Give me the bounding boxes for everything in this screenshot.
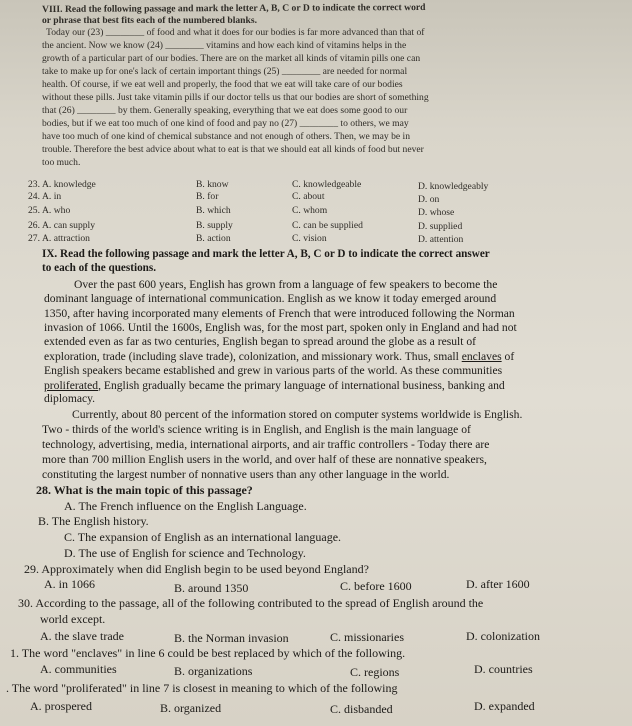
option-23-a[interactable]: A. knowledge [42,179,96,190]
passage-line: proliferated, English gradually became the primary language of international business, banking and [44,379,505,392]
option-30-b[interactable]: B. the Norman invasion [174,631,289,645]
option-28-c[interactable]: C. The expansion of English as an international language. [64,530,342,544]
question-number: 25. [28,205,40,216]
passage-line: invasion of 1066. Until the 1600s, English was, for the most part, spoken only in England and had not [44,321,517,334]
option-26-c[interactable]: C. can be supplied [292,220,363,231]
question-29: 29. Approximately when did English begin to be used beyond England? [24,562,369,576]
option-23-c[interactable]: C. knowledgeable [292,179,362,190]
option-23-d[interactable]: D. knowledgeably [418,181,489,192]
passage-line: have too much of one kind of chemical substance and not enough of others. Then, we may be in [42,131,411,142]
passage-line: trouble. Therefore the best advice about what to eat is that we should eat all kinds of food but never [42,144,424,155]
question-number: 27. [28,233,40,244]
question-31: 1. The word "enclaves" in line 6 could be best replaced by which of the following. [10,646,406,660]
option-27-d[interactable]: D. attention [418,234,464,245]
passage-line: more than 700 million English users in the world, and over half of these are nonnative speakers, [42,453,487,466]
passage-line: exploration, trade (including slave trade), colonization, and missionary work. Thus, small enclaves of [44,350,515,363]
option-29-d[interactable]: D. after 1600 [466,577,530,591]
question-28: 28. What is the main topic of this passage? [36,483,253,497]
passage-line: constituting the largest number of nonnative users than any other language in the world. [42,468,450,481]
passage-line: Two - thirds of the world's science writing is in English, and English is the main language of [42,423,471,436]
question-32: . The word "proliferated" in line 7 is closest in meaning to which of the following [6,681,398,695]
passage-line: without these pills. Just take vitamin pills if our doctor tells us that our bodies are short of something [42,92,429,103]
question-30: 30. According to the passage, all of the following contributed to the spread of English around the [18,596,484,610]
passage-line: Today our (23) ________ of food and what it does for our bodies is far more advanced than that of [46,27,425,38]
option-31-c[interactable]: C. regions [350,665,400,679]
passage-line: extended even as far as two centuries, English began to spread around the globe as a result of [44,335,477,348]
passage-line: Over the past 600 years, English has grown from a language of few speakers to become the [74,278,498,291]
question-30-cont: world except. [40,612,106,626]
passage-line: technology, advertising, media, international airports, and air traffic controllers - Today there are [42,438,490,451]
option-24-c[interactable]: C. about [292,191,325,202]
option-30-a[interactable]: A. the slave trade [40,629,124,643]
passage-line: health. Of course, if we eat well and properly, the food that we eat will take care of our bodies [42,79,403,90]
option-24-b[interactable]: B. for [196,191,219,202]
option-28-d[interactable]: D. The use of English for science and Technology. [64,546,306,560]
question-number: 24. [28,191,40,202]
section-9-heading: IX. Read the following passage and mark the letter A, B, C or D to indicate the correct answer [42,248,490,260]
passage-line: the ancient. Now we know (24) ________ vitamins and how each kind of vitamins helps in the [42,40,407,51]
question-number: 23. [28,179,40,190]
option-32-a[interactable]: A. prospered [30,699,92,713]
option-31-a[interactable]: A. communities [40,662,117,676]
option-27-a[interactable]: A. attraction [42,233,90,244]
passage-line: diplomacy. [44,392,96,405]
option-32-c[interactable]: C. disbanded [330,702,393,716]
option-32-b[interactable]: B. organized [160,701,222,715]
passage-line: 1350, after having incorporated many elements of French that were introduced following the Norman [44,307,515,320]
enclaves-word: enclaves [461,350,502,363]
option-29-c[interactable]: C. before 1600 [340,579,412,593]
option-28-b[interactable]: B. The English history. [38,514,149,528]
option-29-b[interactable]: B. around 1350 [174,581,249,595]
option-26-d[interactable]: D. supplied [418,221,463,232]
option-25-c[interactable]: C. whom [292,205,328,216]
option-25-b[interactable]: B. which [196,205,231,216]
section-8-heading: VIII. Read the following passage and mark the letter A, B, C or D to indicate the correct word [41,1,426,16]
passage-line: dominant language of international communication. English as we know it today emerged around [44,292,497,305]
option-26-b[interactable]: B. supply [196,220,233,231]
section-8-heading-cont: or phrase that best fits each of the numbered blanks. [42,15,257,26]
passage-line: take to make up for one's lack of certain important things (25) ________ are needed for normal [42,66,408,77]
option-27-b[interactable]: B. action [196,233,231,244]
option-24-d[interactable]: D. on [418,194,440,205]
option-31-b[interactable]: B. organizations [174,664,253,678]
option-25-a[interactable]: A. who [42,205,71,216]
option-24-a[interactable]: A. in [42,191,62,202]
option-30-c[interactable]: C. missionaries [330,630,404,644]
option-31-d[interactable]: D. countries [474,662,533,676]
option-27-c[interactable]: C. vision [292,233,327,244]
option-25-d[interactable]: D. whose [418,207,455,218]
option-29-a[interactable]: A. in 1066 [44,577,95,591]
passage-line: English speakers became established and grew in various parts of the world. As these communities [44,364,503,377]
passage-line: growth of a particular part of our bodies. There are on the market all kinds of vitamin pills one can [42,53,421,64]
passage-line: that (26) ________ by them. Generally speaking, everything that we eat does some good to our [42,105,408,116]
passage-line: Currently, about 80 percent of the information stored on computer systems worldwide is English. [72,408,523,421]
section-9-heading-cont: to each of the questions. [42,262,157,274]
option-30-d[interactable]: D. colonization [466,629,540,643]
passage-line: too much. [42,157,81,168]
proliferated-word: proliferated [44,379,99,392]
option-23-b[interactable]: B. know [196,179,229,190]
passage-line: bodies, but if we eat too much of one kind of food and pay no (27) ________ to others, we may [42,118,409,129]
option-26-a[interactable]: A. can supply [42,220,96,231]
question-number: 26. [28,220,40,231]
option-28-a[interactable]: A. The French influence on the English Language. [64,499,307,513]
option-32-d[interactable]: D. expanded [474,699,535,713]
